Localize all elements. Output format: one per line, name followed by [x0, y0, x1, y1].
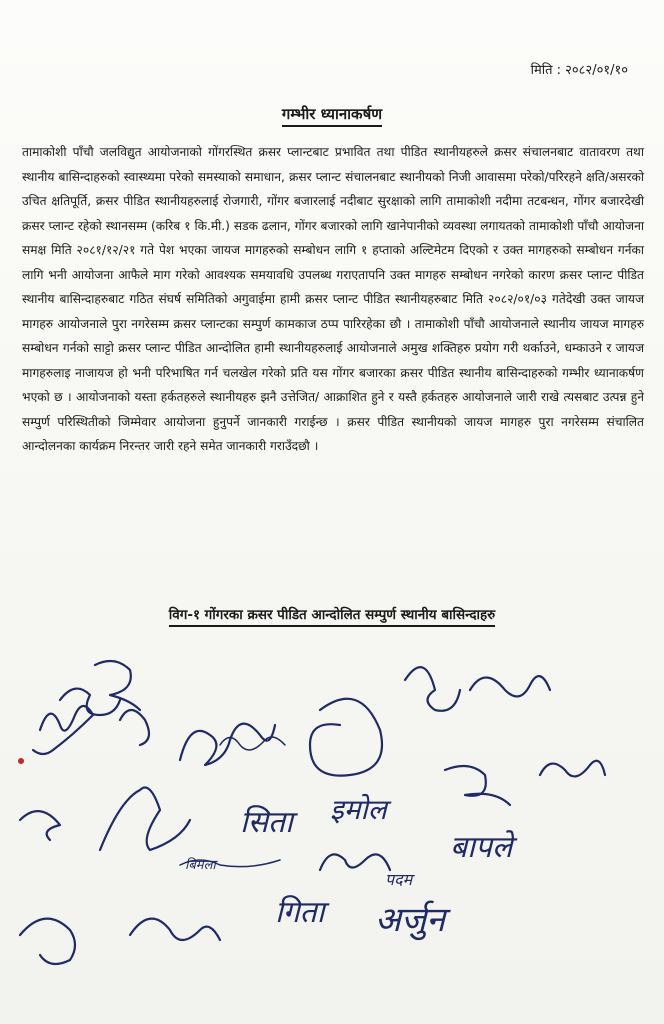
signature-arjun: अर्जुन	[375, 900, 446, 940]
notice-title: गम्भीर ध्यानाकर्षण	[282, 105, 382, 127]
signatures-drawing	[0, 640, 664, 1024]
signature-block	[0, 640, 664, 1024]
signature-imol: इमोल	[330, 793, 387, 826]
signature-baple: बापले	[450, 830, 513, 865]
signatories-heading: विग-१ गोंगरका क्रसर पीडित आन्दोलित सम्पुर्ण स्थानीय बासिन्दाहरु	[169, 607, 495, 627]
signature-gita: गिता	[275, 895, 325, 930]
signature-bimala: बिमला	[185, 858, 216, 873]
signature-padam: पदम	[385, 870, 413, 889]
signatories-heading-wrap	[0, 604, 664, 623]
notice-body: तामाकोशी पाँचौ जलविद्युत आयोजनाको गोंगरस्थित क्रसर प्लान्टबाट प्रभावित तथा पीडित स्थानीयहरुले क्रसर संचालनबाट वातावरण तथा स्थानीय बासिन्दाहरुको स्वास्थ्यमा परेको समस्याको समाधान, क्रसर प्लान्ट संचालनबाट स्थानीयको निजी आवासमा परेको/परिरहने क्षति/असरको उचित क्षतिपूर्ति, क्रसर पीडित स्थानीयहरुलाई रोजगारी, गोंगर बजारलाई नदीबाट सुरक्षाको लागि तामाकोशी नदीमा तटबन्धन, गोंगर बजारदेखी क्रसर प्लान्ट रहेको स्थानसम्म (करिब १ कि.मी.) सडक ढलान, गोंगर बजारको लागि खानेपानीको व्यवस्था लगायतको तामाकोशी पाँचौ आयोजना समक्ष मिति २०८१/१२/२१ गते पेश भएका जायज मागहरुको सम्बोधन लागि १ हप्ताको अल्टिमेटम दिएको र उक्त मागहरुको सम्बोधन गर्नका लागि भनी आयोजना आफैले माग गरेको आवश्यक समयावधि उपलब्ध गराएतापनि उक्त मागहरु सम्बोधन नगरेको कारण क्रसर प्लान्ट पीडित स्थानीय बासिन्दाहरुबाट गठित संघर्ष समितिको अगुवाईमा हामी क्रसर प्लान्ट पीडित स्थानीयहरुबाट मिति २०८२/०१/०३ गतेदेखी उक्त जायज मागहरु आयोजनाले पुरा नगरेसम्म क्रसर प्लान्टका सम्पुर्ण कामकाज ठप्प पारिरहेका छौ । तामाकोशी पाँचौ आयोजनाले स्थानीय जायज मागहरु सम्बोधन गर्नको साट्टो क्रसर प्लान्ट पीडित आन्दोलित हामी स्थानीयहरुलाई आयोजनाले अमुख शक्तिहरु प्रयोग गरी थर्काउने, धम्काउने र जायज मागहरुलाइ नाजायज हो भनी परिभाषित गर्न चलखेल गरेको प्रति यस गोंगर बजारका क्रसर पीडित स्थानीय बासिन्दाहरुको गम्भीर ध्यानाकर्षण भएको छ । आयोजनाको यस्ता हर्कतहरुले स्थानीयहरु झनै उत्तेजित/ आक्राशित हुने र यस्तै हर्कतहरु आयोजनाले जारी राखे त्यसबाट उत्पन्न हुने सम्पुर्ण परिस्थितीको जिम्मेवार आयोजना हुनुपर्ने जानकारी गराईन्छ । क्रसर पीडित स्थानीयको जायज मागहरु पुरा नगरेसम्म संचालित आन्दोलनका कार्यक्रम निरन्तर जारी रहने समेत जानकारी गराउँदछौ ।	[22, 145, 644, 453]
date-line: मिति : २०८२/०१/१०	[530, 63, 628, 78]
signature-sita: सिता	[240, 805, 293, 840]
notice-title-wrap	[0, 104, 664, 124]
